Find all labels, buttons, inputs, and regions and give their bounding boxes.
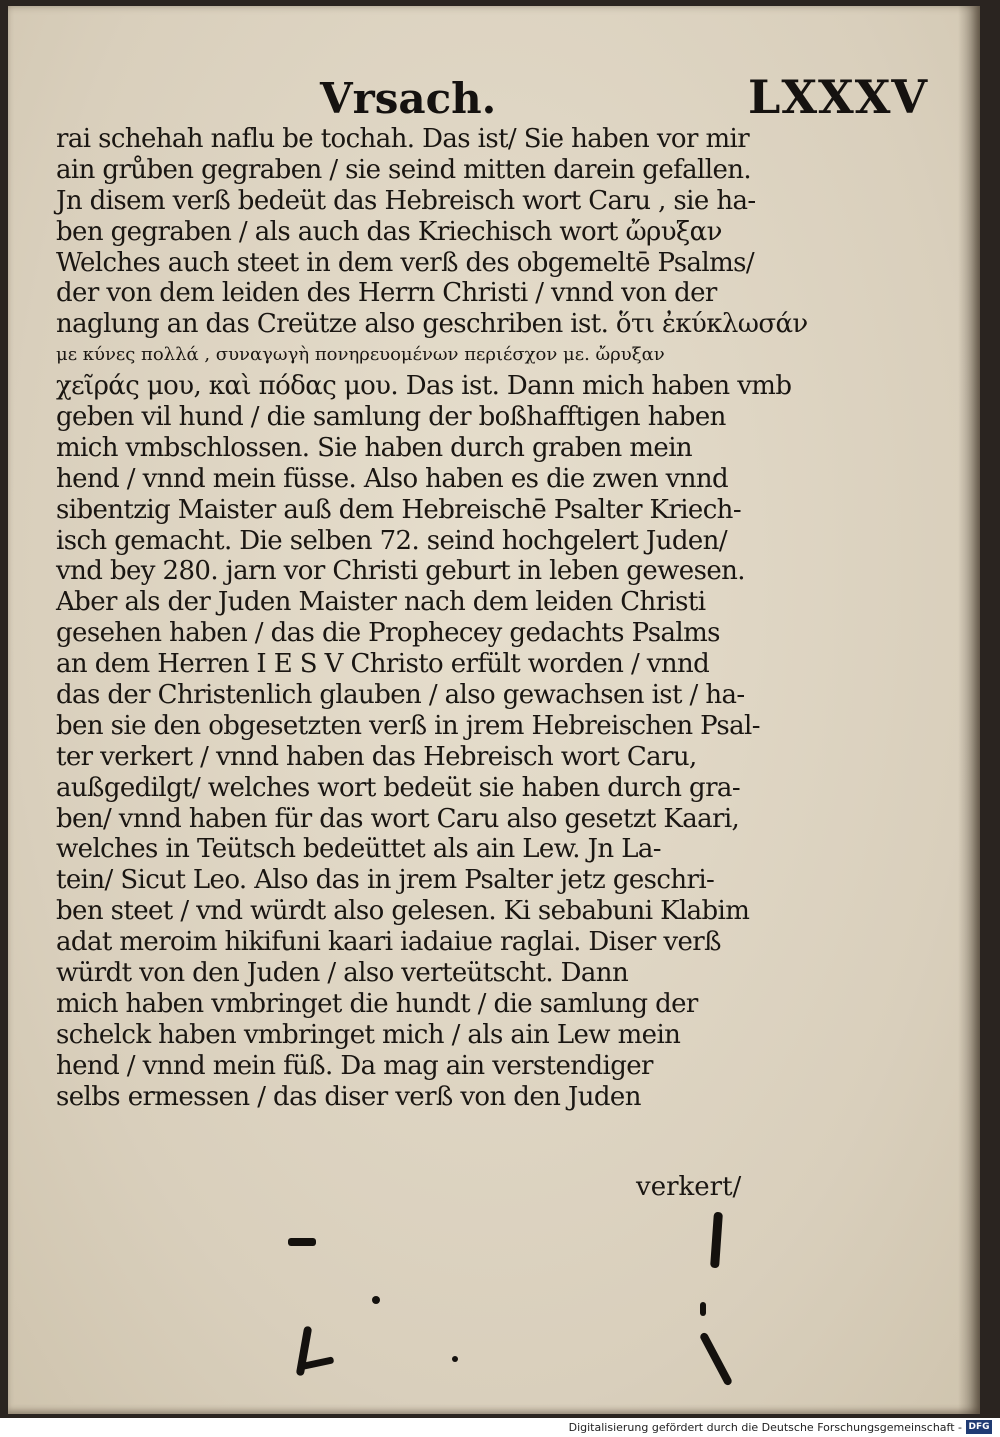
footer-bar xyxy=(0,1418,1000,1437)
text-line: das der Christenlich glauben / also gewachsen ist / ha- xyxy=(56,680,745,711)
text-line: außgedilgt/ welches wort bedeüt sie haben durch gra- xyxy=(56,772,741,803)
catchword: verkert/ xyxy=(636,1172,742,1202)
text-line: naglung an das Creütze also geschriben ist. ὅτι ἐκύκλωσάν xyxy=(56,309,808,340)
text-line: der von dem leiden des Herrn Christi / vnnd von der xyxy=(56,278,717,309)
text-line: Jn disem verß bedeüt das Hebreisch wort Caru , sie ha- xyxy=(56,185,756,216)
text-line: mich haben vmbringet die hundt / die samlung der xyxy=(56,988,698,1019)
text-line: hend / vnnd mein füsse. Also haben es die zwen vnnd xyxy=(56,463,729,494)
page-gutter-shadow xyxy=(958,6,980,1414)
text-line: würdt von den Juden / also verteütscht. Dann xyxy=(56,958,629,989)
text-line: isch gemacht. Die selben 72. seind hochgelert Juden/ xyxy=(56,525,727,556)
folio-number: LXXXV xyxy=(748,70,929,124)
text-line: an dem Herren I E S V Christo erfült worden / vnnd xyxy=(56,649,710,680)
ink-mark xyxy=(372,1296,380,1304)
text-block xyxy=(56,124,808,1113)
ink-mark xyxy=(452,1356,458,1362)
text-line: ain grůben gegraben / sie seind mitten darein gefallen. xyxy=(56,154,752,185)
text-line: selbs ermessen / das diser verß von den Juden xyxy=(56,1081,641,1112)
text-line: adat meroim hikifuni kaari iadaiue raglai. Diser verß xyxy=(56,927,721,958)
dfg-logo: DFG xyxy=(966,1420,992,1434)
text-line: schelck haben vmbringet mich / als ain Lew mein xyxy=(56,1019,681,1050)
text-line: welches in Teütsch bedeüttet als ain Lew. Jn La- xyxy=(56,834,661,865)
text-line: tein/ Sicut Leo. Also das in jrem Psalter jetz geschri- xyxy=(56,865,715,896)
text-line: sibentzig Maister auß dem Hebreischē Psalter Kriech- xyxy=(56,494,742,525)
text-line: hend / vnnd mein füß. Da mag ain verstendiger xyxy=(56,1050,653,1081)
text-line: ben steet / vnd würdt also gelesen. Ki sebabuni Klabim xyxy=(56,896,750,927)
text-line: ben sie den obgesetzten verß in jrem Hebreischen Psal- xyxy=(56,710,760,741)
text-line: Aber als der Juden Maister nach dem leiden Christi xyxy=(56,587,706,618)
text-line: rai schehah naflu be tochah. Das ist/ Sie haben vor mir xyxy=(56,124,750,154)
text-line: χεῖράς μου, καὶ πόδας μου. Das ist. Dann mich haben vmb xyxy=(56,371,792,402)
funding-credit: Digitalisierung gefördert durch die Deutsche Forschungsgemeinschaft - xyxy=(568,1421,962,1434)
text-line: vnd bey 280. jarn vor Christi geburt in leben gewesen. xyxy=(56,556,745,587)
text-line: ter verkert / vnnd haben das Hebreisch wort Caru, xyxy=(56,741,697,772)
text-line: ben/ vnnd haben für das wort Caru also gesetzt Kaari, xyxy=(56,803,740,834)
text-line: ben gegraben / als auch das Kriechisch wort ὤρυξαν xyxy=(56,216,722,247)
text-line-greek: με κύνες πολλά , συναγωγὴ πονηρευομένων περιέσχον με. ὤρυξαν xyxy=(56,344,665,366)
text-line: geben vil hund / die samlung der boßhafftigen haben xyxy=(56,402,726,433)
running-title: Vrsach. xyxy=(320,74,497,123)
text-line: gesehen haben / das die Prophecey gedachts Psalms xyxy=(56,618,720,649)
ink-mark xyxy=(288,1238,316,1246)
text-line: Welches auch steet in dem verß des obgemeltē Psalms/ xyxy=(56,247,755,278)
text-line: mich vmbschlossen. Sie haben durch graben mein xyxy=(56,432,693,463)
ink-mark xyxy=(700,1302,706,1316)
